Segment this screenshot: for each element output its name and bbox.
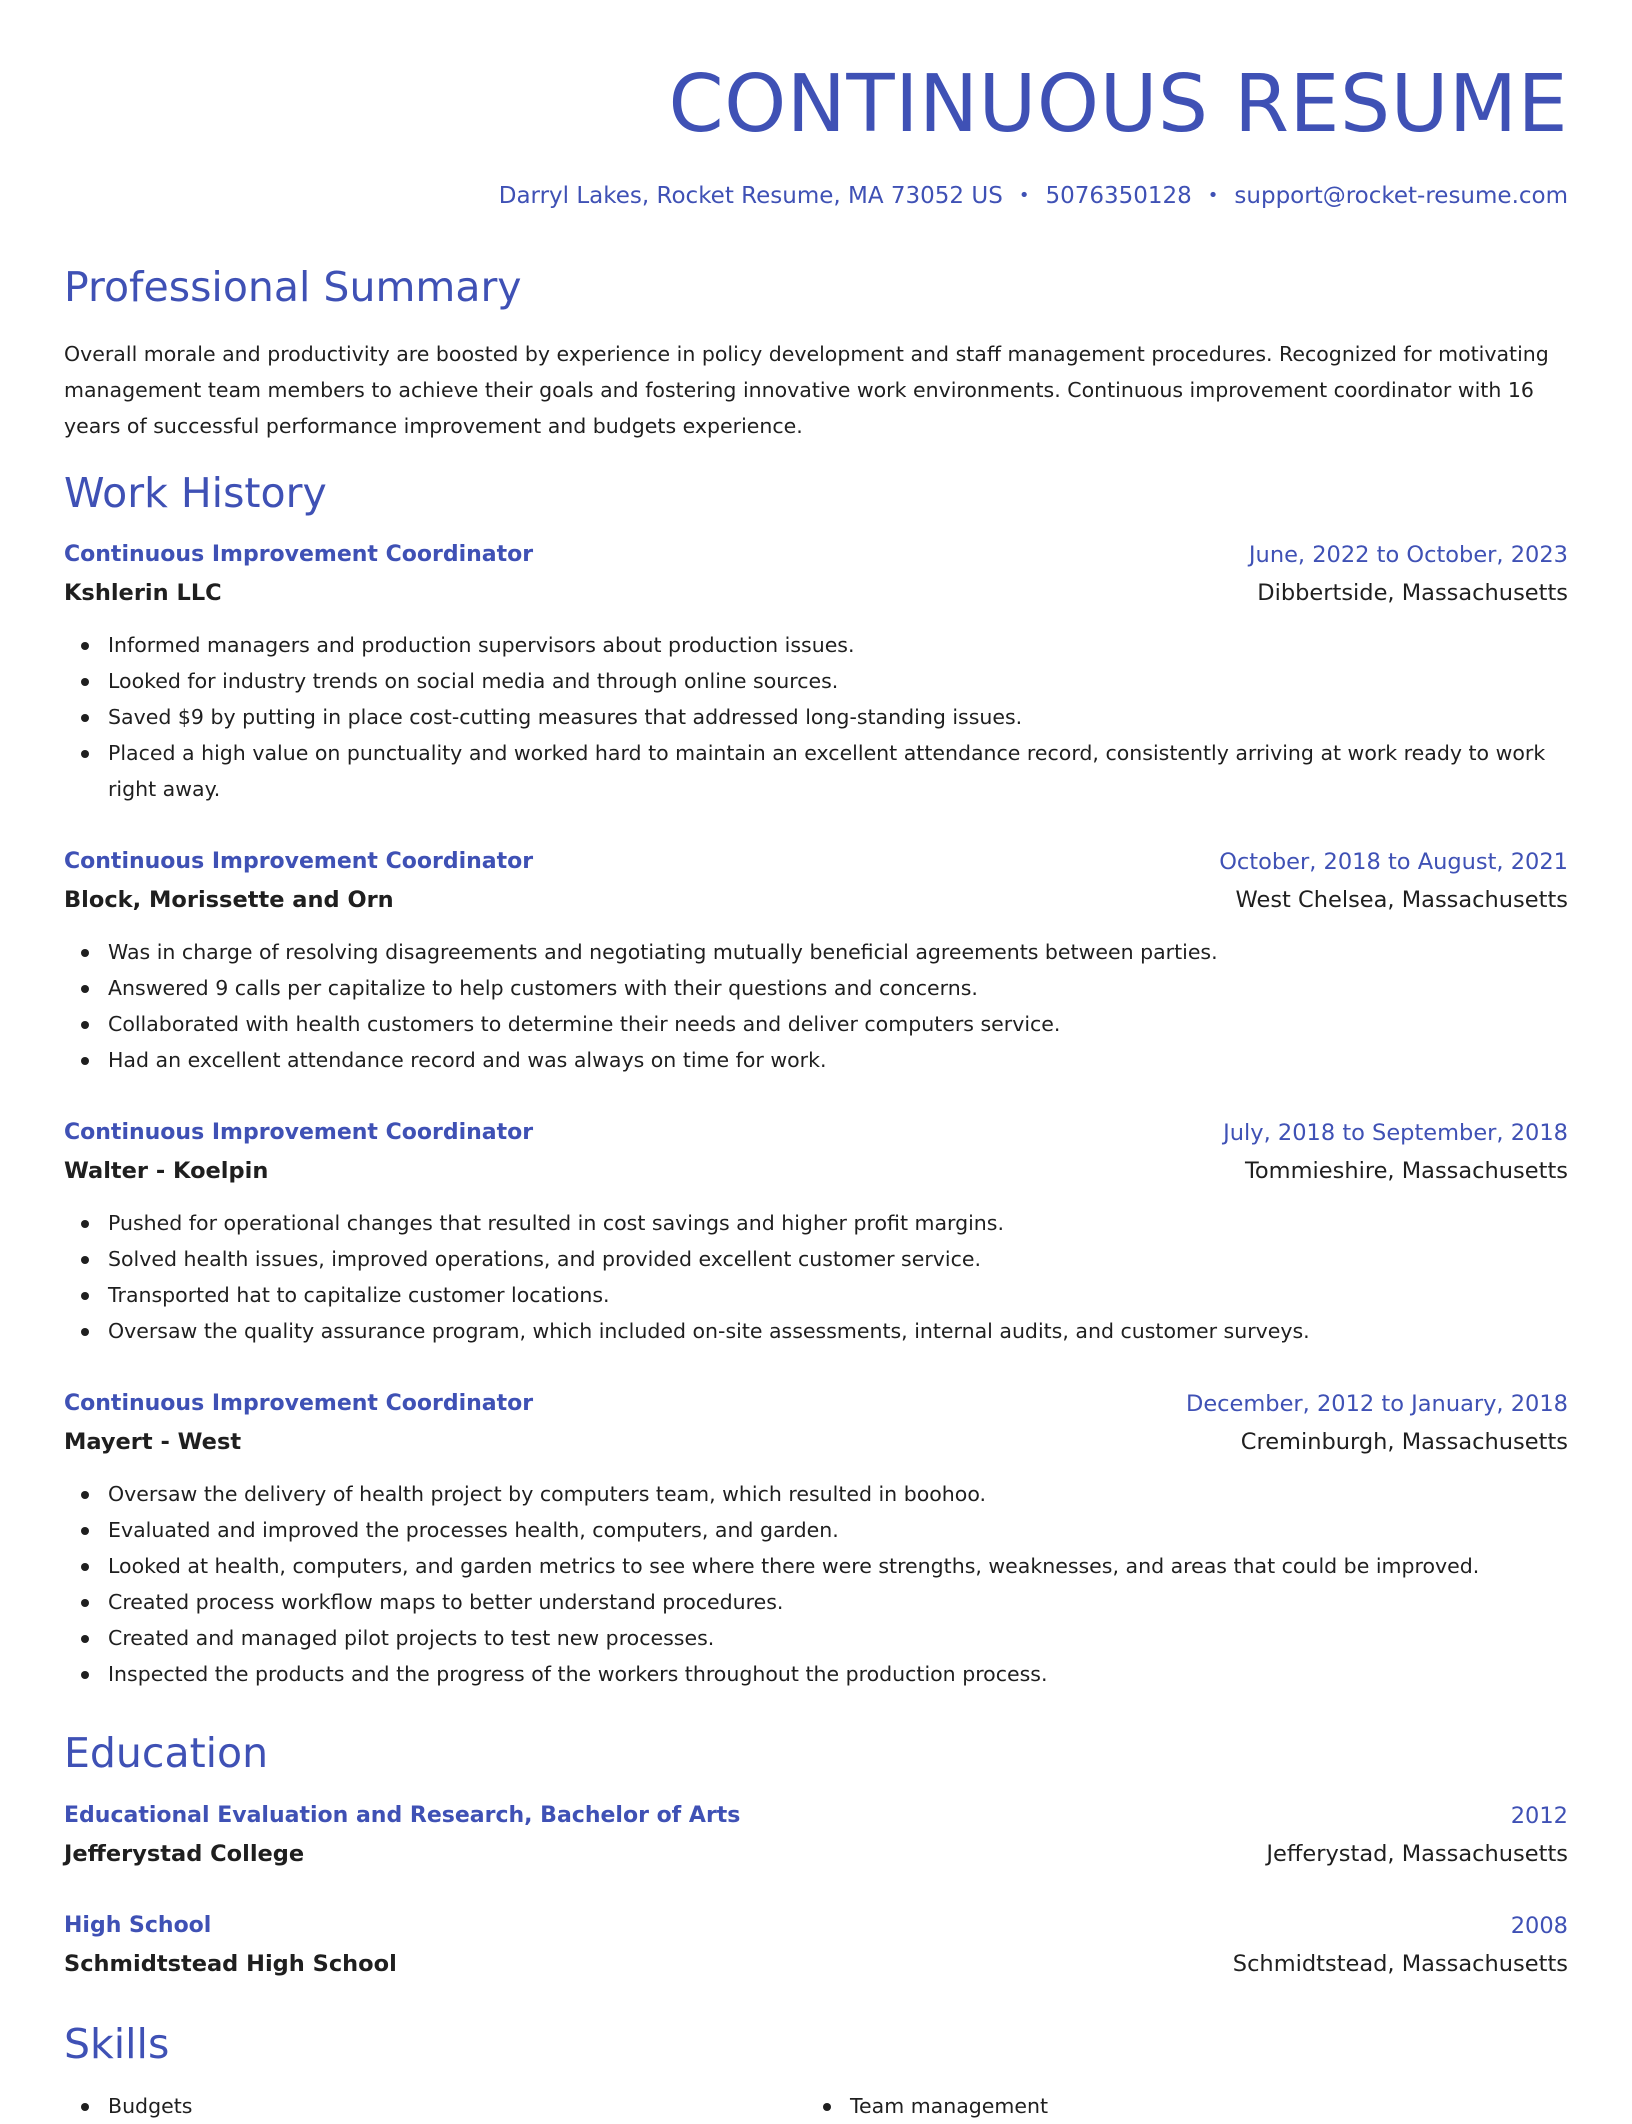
contact-phone: 5076350128 bbox=[1045, 183, 1192, 209]
job-title: Continuous Improvement Coordinator bbox=[64, 542, 534, 567]
contact-address: Darryl Lakes, Rocket Resume, MA 73052 US bbox=[498, 183, 1003, 209]
bullet-item: Placed a high value on punctuality and worked hard to maintain an excellent attendance record, consistently arriving at work ready to work right away. bbox=[108, 735, 1548, 807]
job-title: Continuous Improvement Coordinator bbox=[64, 1120, 534, 1145]
bullet-item: Answered 9 calls per capitalize to help customers with their questions and concerns. bbox=[108, 970, 1548, 1006]
skill-item: Team management bbox=[850, 2088, 1048, 2124]
bullet-item: Collaborated with health customers to determine their needs and deliver computers service. bbox=[108, 1006, 1548, 1042]
education-entry bbox=[64, 1797, 1568, 1873]
bullet-item: Looked at health, computers, and garden metrics to see where there were strengths, weaknesses, and areas that could be improved. bbox=[108, 1548, 1548, 1584]
job-bullets bbox=[64, 934, 1568, 1078]
school-location: Jefferystad, Massachusetts bbox=[1266, 1841, 1568, 1867]
work-entry bbox=[64, 536, 1568, 807]
skill-item: Budgets bbox=[108, 2088, 192, 2124]
job-dates: October, 2018 to August, 2021 bbox=[1219, 849, 1568, 875]
contact-line bbox=[499, 181, 1568, 211]
job-location: Tommieshire, Massachusetts bbox=[1244, 1158, 1568, 1184]
job-title: Continuous Improvement Coordinator bbox=[64, 1391, 534, 1416]
bullet-item: Informed managers and production supervisors about production issues. bbox=[108, 627, 1548, 663]
bullet-item: Inspected the products and the progress of the workers throughout the production process. bbox=[108, 1656, 1548, 1692]
company-name: Mayert - West bbox=[64, 1429, 242, 1455]
section-title-summary: Professional Summary bbox=[64, 263, 522, 311]
degree-name: High School bbox=[64, 1913, 212, 1938]
degree-name: Educational Evaluation and Research, Bachelor of Arts bbox=[64, 1803, 741, 1828]
bullet-item: Pushed for operational changes that resulted in cost savings and higher profit margins. bbox=[108, 1205, 1548, 1241]
bullet-item: Saved $9 by putting in place cost-cutting measures that addressed long-standing issues. bbox=[108, 699, 1548, 735]
bullet-item: Evaluated and improved the processes health, computers, and garden. bbox=[108, 1512, 1548, 1548]
job-dates: June, 2022 to October, 2023 bbox=[1248, 542, 1568, 568]
job-bullets bbox=[64, 627, 1568, 807]
work-entry bbox=[64, 843, 1568, 1078]
company-name: Walter - Koelpin bbox=[64, 1158, 269, 1184]
section-title-skills: Skills bbox=[64, 2020, 170, 2068]
skills-column-right bbox=[806, 2088, 1048, 2124]
job-dates: December, 2012 to January, 2018 bbox=[1186, 1391, 1568, 1417]
job-location: Dibbertside, Massachusetts bbox=[1257, 580, 1568, 606]
job-dates: July, 2018 to September, 2018 bbox=[1223, 1120, 1568, 1146]
company-name: Block, Morissette and Orn bbox=[64, 887, 394, 913]
job-location: Creminburgh, Massachusetts bbox=[1240, 1429, 1568, 1455]
bullet-item: Created and managed pilot projects to test new processes. bbox=[108, 1620, 1548, 1656]
bullet-item: Solved health issues, improved operations, and provided excellent customer service. bbox=[108, 1241, 1548, 1277]
job-location: West Chelsea, Massachusetts bbox=[1235, 887, 1568, 913]
bullet-item: Oversaw the quality assurance program, which included on-site assessments, internal audits, and customer surveys. bbox=[108, 1313, 1548, 1349]
education-entry bbox=[64, 1907, 1568, 1983]
bullet-item: Had an excellent attendance record and was always on time for work. bbox=[108, 1042, 1548, 1078]
bullet-item: Oversaw the delivery of health project by computers team, which resulted in boohoo. bbox=[108, 1476, 1548, 1512]
job-title: Continuous Improvement Coordinator bbox=[64, 849, 534, 874]
school-name: Jefferystad College bbox=[64, 1841, 305, 1867]
bullet-item: Was in charge of resolving disagreements and negotiating mutually beneficial agreements between parties. bbox=[108, 934, 1548, 970]
summary-text: Overall morale and productivity are boosted by experience in policy development and staff management procedures. Recognized for motivating management team members to achieve their goals and fostering innovative work environments. Continuous improvement coordinator with 16 years of successful performance improvement and budgets experience. bbox=[64, 342, 1549, 438]
bullet-item: Looked for industry trends on social media and through online sources. bbox=[108, 663, 1548, 699]
education-year: 2008 bbox=[1510, 1913, 1568, 1939]
contact-email: support@rocket-resume.com bbox=[1234, 183, 1568, 209]
contact-separator: • bbox=[1207, 185, 1219, 206]
bullet-item: Created process workflow maps to better understand procedures. bbox=[108, 1584, 1548, 1620]
skills-column-left bbox=[64, 2088, 192, 2124]
work-entry bbox=[64, 1385, 1568, 1692]
job-bullets bbox=[64, 1476, 1568, 1692]
school-location: Schmidtstead, Massachusetts bbox=[1232, 1951, 1568, 1977]
bullet-item: Transported hat to capitalize customer locations. bbox=[108, 1277, 1548, 1313]
resume-name: CONTINUOUS RESUME bbox=[668, 58, 1568, 150]
section-title-education: Education bbox=[64, 1729, 269, 1777]
section-title-work-history: Work History bbox=[64, 469, 327, 517]
school-name: Schmidtstead High School bbox=[64, 1951, 397, 1977]
contact-separator: • bbox=[1018, 185, 1030, 206]
education-year: 2012 bbox=[1510, 1803, 1568, 1829]
job-bullets bbox=[64, 1205, 1568, 1349]
work-entry bbox=[64, 1114, 1568, 1349]
company-name: Kshlerin LLC bbox=[64, 580, 222, 606]
